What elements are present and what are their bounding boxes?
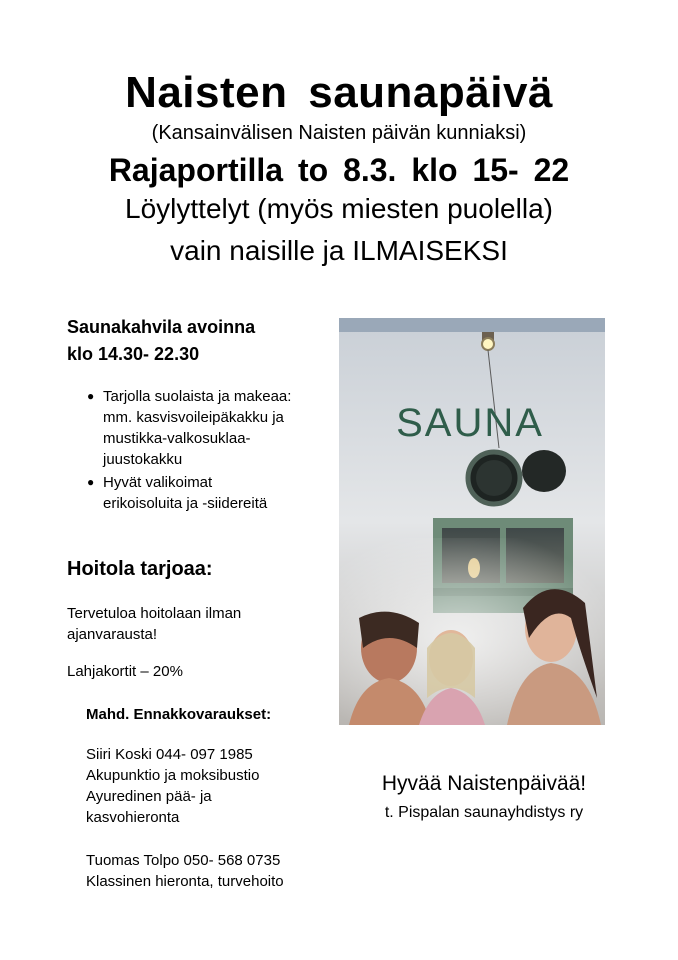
giftcard-offer: Lahjakortit – 20% [67, 663, 183, 680]
cafe-heading [67, 314, 337, 368]
sauna-sign: SAUNA [396, 401, 544, 445]
provider-service: kasvohieronta [86, 809, 180, 826]
provider-service: Akupunktio ja moksibustio [86, 767, 260, 784]
treatment-intro-line-1: Tervetuloa hoitolaan ilman [67, 605, 242, 622]
headline-line-2: vain naisille ja ILMAISEKSI [170, 235, 508, 266]
list-item-line: mustikka-valkosuklaa- [103, 430, 251, 447]
bullet-icon: ● [87, 475, 95, 489]
list-item-line: mm. kasvisvoileipäkakku ja [103, 409, 284, 426]
cafe-heading-line-1: Saunakahvila avoinna [67, 317, 256, 337]
provider-service: Ayuredinen pää- ja [86, 788, 212, 805]
page-title: Naisten saunapäivä [125, 68, 553, 117]
list-item-line: Hyvät valikoimat [103, 474, 213, 491]
bullet-icon: ● [87, 389, 95, 403]
treatment-intro-line-2: ajanvarausta! [67, 626, 158, 643]
provider-service: Klassinen hieronta, turvehoito [86, 873, 284, 890]
headline-line-1: Löylyttelyt (myös miesten puolella) [125, 193, 553, 224]
list-item [67, 472, 337, 514]
list-item-line: juustokakku [103, 451, 183, 468]
subtitle: (Kansainvälisen Naisten päivän kunniaksi) [151, 122, 527, 144]
treatment-intro [67, 603, 317, 645]
list-item [67, 386, 337, 470]
greeting: Hyvää Naistenpäivää! [381, 772, 587, 795]
treatment-heading: Hoitola tarjoaa: [67, 558, 213, 580]
signature: t. Pispalan saunayhdistys ry [384, 804, 584, 821]
booking-heading: Mahd. Ennakkovaraukset: [86, 706, 272, 723]
event-dateline: Rajaportilla to 8.3. klo 15- 22 [108, 152, 570, 188]
provider-block [86, 744, 346, 828]
list-item-line: Tarjolla suolaista ja makeaa: [103, 388, 292, 405]
sauna-photo [339, 318, 605, 725]
list-item-line: erikoisoluita ja -siidereitä [103, 495, 268, 512]
provider-block [86, 850, 346, 892]
cafe-heading-line-2: klo 14.30- 22.30 [67, 344, 200, 364]
vent-cover-icon [522, 450, 566, 492]
cafe-offer-list [67, 386, 337, 516]
provider-name-phone: Tuomas Tolpo 050- 568 0735 [86, 852, 281, 869]
provider-name-phone: Siiri Koski 044- 097 1985 [86, 746, 253, 763]
lamp-icon [482, 338, 494, 350]
